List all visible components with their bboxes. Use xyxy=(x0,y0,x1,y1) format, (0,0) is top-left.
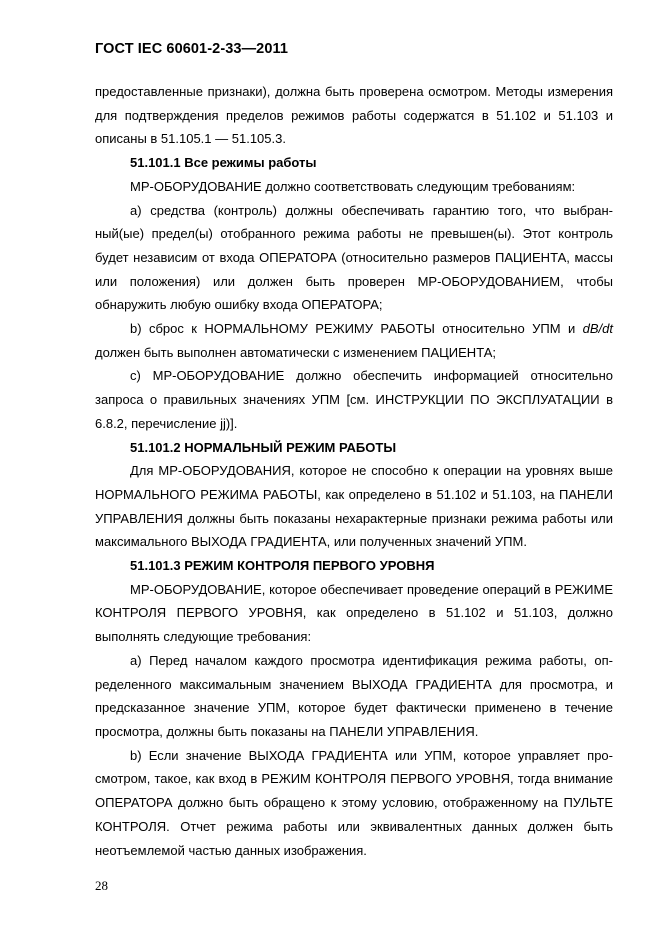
body-paragraph: МР-ОБОРУДОВАНИЕ, которое обеспечивает проведение операций в РЕЖИМЕ КОНТРОЛЯ ПЕРВОГО УРОВНЯ, как определено в 51.102 и 51.103, должно выполнять следующие требования: xyxy=(95,581,613,645)
list-item: с) МР-ОБОРУДОВАНИЕ должно обеспечить информацией относительно запроса о правильных значениях УПМ [см. ИНСТРУКЦИИ ПО ЭКСПЛУАТАЦИИ в 6.8.2, перечисление jj)]. xyxy=(95,368,613,431)
list-item-text: должен быть выполнен автоматически с изменением ПАЦИЕНТА; xyxy=(95,344,496,360)
section-heading: 51.101.3 РЕЖИМ КОНТРОЛЯ ПЕРВОГО УРОВНЯ xyxy=(130,558,435,574)
formula-dbdt: dB/dt xyxy=(582,321,613,337)
document-body xyxy=(95,80,613,862)
body-paragraph: МР-ОБОРУДОВАНИЕ должно соответствовать следующим требованиям: xyxy=(130,178,576,194)
list-item: а) Перед началом каждого просмотра идентификация режима работы, определенного максимальным значением ВЫХОДА ГРАДИЕНТА для просмотра, и предсказанное значение УПМ, которое будет фактически применено в течение просмотра, должны быть показаны на ПАНЕЛИ УПРАВЛЕНИЯ. xyxy=(95,652,613,739)
list-item-text: b) сброс к НОРМАЛЬНОМУ РЕЖИМУ РАБОТЫ относительно УПМ и xyxy=(130,321,576,337)
section-heading: 51.101.1 Все режимы работы xyxy=(130,155,317,171)
body-paragraph: Для МР-ОБОРУДОВАНИЯ, которое не способно к операции на уровнях выше НОРМАЛЬНОГО РЕЖИМА РАБОТЫ, как определено в 51.102 и 51.103, на ПАНЕЛИ УПРАВЛЕНИЯ должны быть показаны нехарактерные признаки режима работы или максимального ВЫХОДА ГРАДИЕНТА, или полученных значений УПМ. xyxy=(95,463,613,550)
list-item: b) Если значение ВЫХОДА ГРАДИЕНТА или УПМ, которое управляет просмотром, такое, как вход в РЕЖИМ КОНТРОЛЯ ПЕРВОГО УРОВНЯ, тогда внимание ОПЕРАТОРА должно быть обращено к этому условию, отображенному на ПУЛЬТЕ КОНТРОЛЯ. Отчет режима работы или эквивалентных данных должен быть неотъемлемой частью данных изображения. xyxy=(95,747,613,858)
list-item: а) средства (контроль) должны обеспечивать гарантию того, что выбранный(ые) предел(ы) отобранного режима работы не превышен(ы). Этот контроль будет независим от входа ОПЕРАТОРА (относительно размеров ПАЦИЕНТА, массы или положения) или должен быть проверен МР-ОБОРУДОВАНИЕМ, чтобы обнаружить любую ошибку входа ОПЕРАТОРА; xyxy=(95,202,613,313)
page-number: 28 xyxy=(95,878,108,893)
body-paragraph: предоставленные признаки), должна быть проверена осмотром. Методы измерения для подтверждения пределов режимов работы содержатся в 51.102 и 51.103 и описаны в 51.105.1 — 51.105.3. xyxy=(95,84,613,147)
section-heading: 51.101.2 НОРМАЛЬНЫЙ РЕЖИМ РАБОТЫ xyxy=(130,439,397,455)
document-header: ГОСТ IEC 60601-2-33—2011 xyxy=(95,41,289,57)
list-item xyxy=(95,317,613,364)
